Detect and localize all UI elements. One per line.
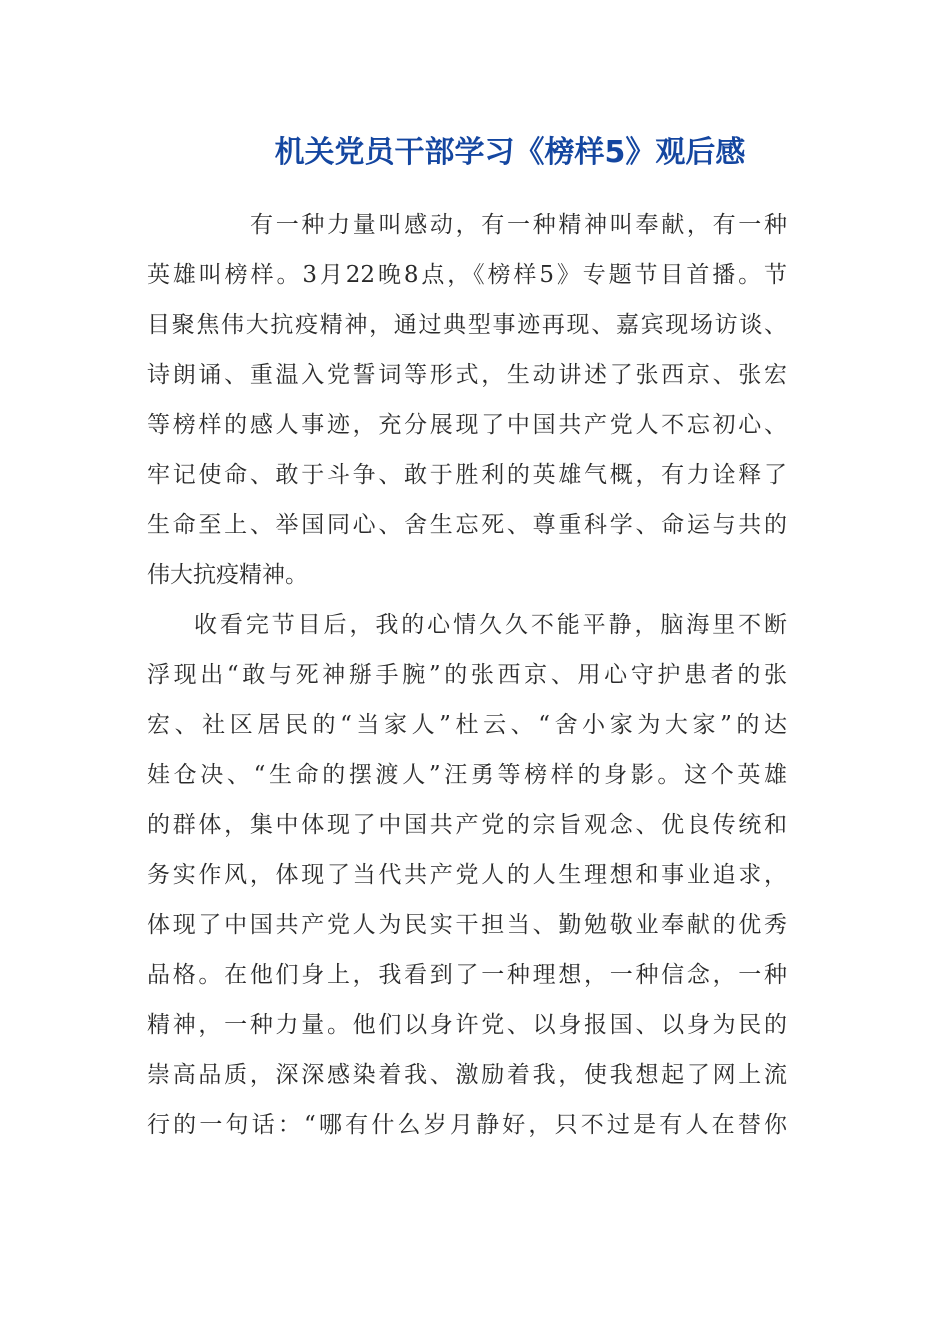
paragraph-line: 生命至上、举国同心、舍生忘死、尊重科学、命运与共的	[147, 512, 787, 538]
paragraph-line: 英雄叫榜样。3月22晚8点，《榜样5》专题节目首播。节	[147, 262, 787, 288]
paragraph-line: 宏、社区居民的“当家人”杜云、“舍小家为大家”的达	[147, 712, 787, 738]
paragraph-line: 崇高品质，深深感染着我、激励着我，使我想起了网上流	[147, 1062, 787, 1088]
paragraph-line: 有一种力量叫感动，有一种精神叫奉献，有一种	[250, 212, 787, 238]
paragraph-line: 诗朗诵、重温入党誓词等形式，生动讲述了张西京、张宏	[147, 362, 787, 388]
paragraph-line: 行的一句话：“哪有什么岁月静好，只不过是有人在替你	[147, 1112, 787, 1138]
paragraph-1	[147, 200, 787, 600]
document-body	[147, 200, 787, 1150]
paragraph-line: 等榜样的感人事迹，充分展现了中国共产党人不忘初心、	[147, 412, 787, 438]
paragraph-line: 收看完节目后，我的心情久久不能平静，脑海里不断	[194, 612, 787, 638]
paragraph-line: 目聚焦伟大抗疫精神，通过典型事迹再现、嘉宾现场访谈、	[147, 312, 787, 338]
paragraph-line: 精神，一种力量。他们以身许党、以身报国、以身为民的	[147, 1012, 787, 1038]
paragraph-line: 的群体，集中体现了中国共产党的宗旨观念、优良传统和	[147, 812, 787, 838]
paragraph-line: 伟大抗疫精神。	[147, 562, 308, 588]
paragraph-line: 务实作风，体现了当代共产党人的人生理想和事业追求，	[147, 862, 787, 888]
paragraph-line: 牢记使命、敢于斗争、敢于胜利的英雄气概，有力诠释了	[147, 462, 787, 488]
paragraph-line: 浮现出“敢与死神掰手腕”的张西京、用心守护患者的张	[147, 662, 787, 688]
paragraph-line: 体现了中国共产党人为民实干担当、勤勉敬业奉献的优秀	[147, 912, 787, 938]
paragraph-line: 娃仓决、“生命的摆渡人”汪勇等榜样的身影。这个英雄	[147, 762, 787, 788]
paragraph-line: 品格。在他们身上，我看到了一种理想，一种信念，一种	[147, 962, 787, 988]
paragraph-2	[147, 600, 787, 1150]
document-title: 机关党员干部学习《榜样5》观后感	[274, 135, 746, 170]
